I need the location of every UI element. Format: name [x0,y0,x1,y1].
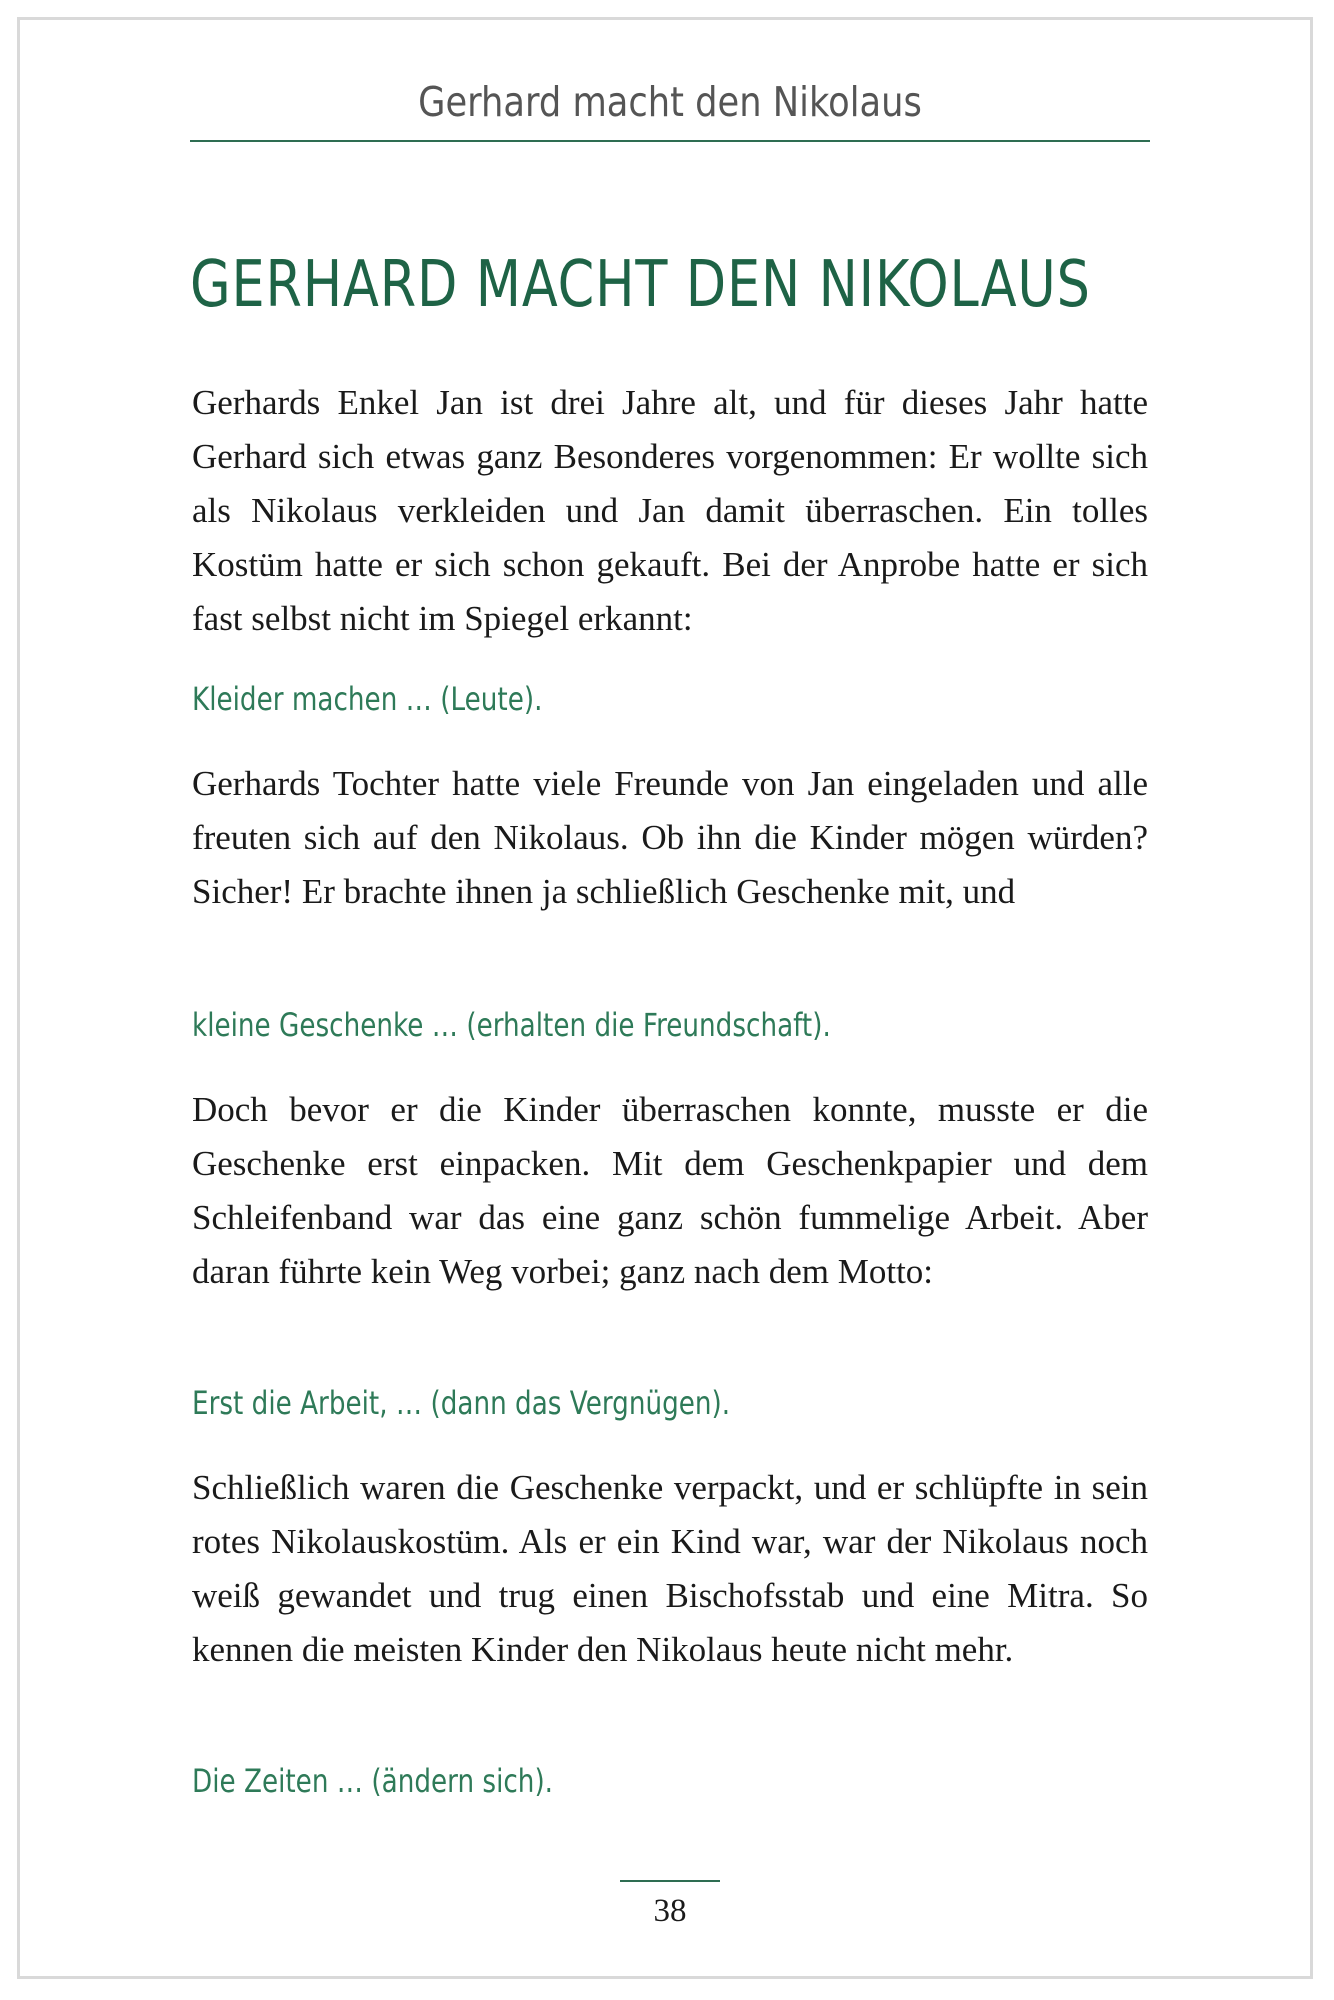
paragraph-4: Schließlich waren die Geschenke verpackt, und er schlüpfte in sein rotes Nikolauskostüm. Als er ein Kind war, war der Nikolaus noch weiß gewandet und trug einen Bischofsstab und eine Mitra. So kennen die meisten Kinder den Nikolaus heute nicht mehr. [192,1468,1148,1669]
saying-2: kleine Geschenke … (erhalten die Freundschaft). [192,1006,831,1044]
saying-3: Erst die Arbeit, … (dann das Vergnügen). [192,1384,731,1422]
saying-4: Die Zeiten … (ändern sich). [192,1762,554,1800]
paragraph-2: Gerhards Tochter hatte viele Freunde von Jan eingeladen und alle freuten sich auf den Nikolaus. Ob ihn die Kinder mögen würden? Sicher! Er brachte ihnen ja schließlich Geschenke mit, und [192,764,1148,911]
paragraph-1: Gerhards Enkel Jan ist drei Jahre alt, und für dieses Jahr hatte Gerhard sich etwas ganz Besonderes vorgenommen: Er wollte sich als Nikolaus verkleiden und Jan damit überraschen. Ein tolles Kostüm hatte er sich schon gekauft. Bei der Anprobe hatte er sich fast selbst nicht im Spiegel erkannt: [192,383,1148,638]
saying-1: Kleider machen … (Leute). [192,680,543,718]
running-header: Gerhard macht den Nikolaus [418,78,922,126]
paragraph-3: Doch bevor er die Kinder überraschen konnte, musste er die Geschenke erst einpacken. Mit dem Geschenkpapier und dem Schleifenband war das eine ganz schön fummelige Arbeit. Aber daran führte kein Weg vorbei; ganz nach dem Motto: [192,1090,1148,1291]
footer-divider [620,1880,720,1882]
header-divider [190,140,1150,142]
page-number: 38 [653,1893,687,1929]
chapter-title: GERHARD MACHT DEN NIKOLAUS [190,248,1091,322]
